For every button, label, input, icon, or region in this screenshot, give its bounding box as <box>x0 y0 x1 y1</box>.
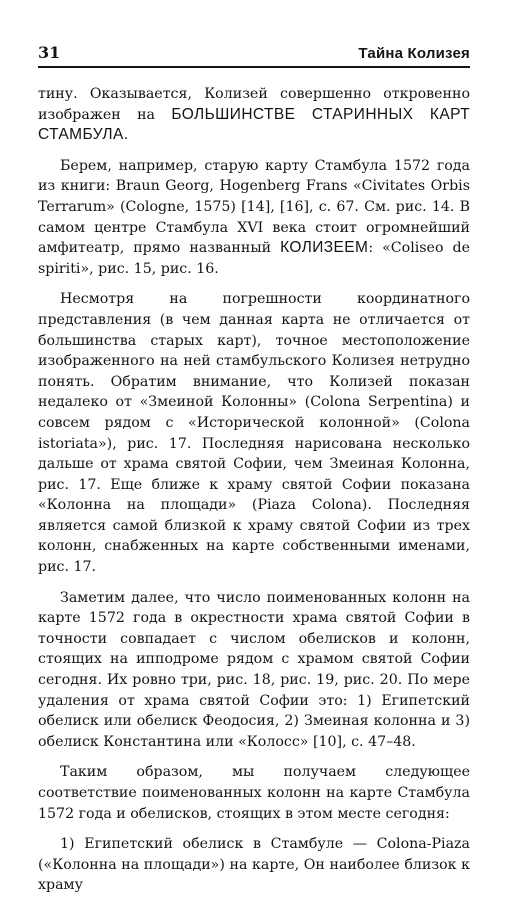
paragraph-text: Берем, например, старую карту Стамбула 1572 года из книги: Braun Georg, Hogenberg Frans «Civitates Orbis Terrarum» (Cologne, 1575) [14], [16], с. 67. См. рис. 14. В самом центре Стамбула XVI века стоит огромнейший амфитеатр, прямо названный <box>38 157 470 257</box>
paragraph-text: . <box>123 127 129 144</box>
running-title: Тайна Колизея <box>358 45 470 62</box>
page-header <box>38 40 470 68</box>
page-body <box>38 84 470 906</box>
emphasis-caps: БОЛЬШИНСТВЕ СТАРИННЫХ КАРТ СТАМБУЛА <box>38 105 470 144</box>
paragraph-text: : «Coliseo de spiriti», рис. 15, рис. 16. <box>38 240 470 277</box>
paragraph-text: Таким образом, мы получаем следующее соответствие поименованных колонн на карте Стамбула 1572 года и обелисков, стоящих в этом месте сегодня: <box>38 764 470 822</box>
paragraph <box>38 84 470 146</box>
page-number: 31 <box>38 43 61 62</box>
paragraph <box>38 289 470 577</box>
paragraph-text: Заметим далее, что число поименованных колонн на карте 1572 года в окрестности храма святой Софии в точности совпадает с числом обелисков и колонн, стоящих на ипподроме рядом с храмом святой Софии сегодня. Их ровно три, рис. 18, рис. 19, рис. 20. По мере удаления от храма святой Софии это: 1) Египетский обелиск или обелиск Феодосия, 2) Змеиная колонна и 3) обелиск Константина или «Колосс» [10], с. 47–48. <box>38 589 470 750</box>
paragraph <box>38 156 470 280</box>
paragraph-text: Несмотря на погрешности координатного представления (в чем данная карта не отличается от большинства старых карт), точное местоположение изображенного на ней стамбульского Колизея нетрудно понять. Обратим внимание, что Колизей показан недалеко от «Змеиной Колонны» (Colona Serpentina) и совсем рядом с «Исторической колонной» (Colona istoriata»), рис. 17. Последняя нарисована несколько дальше от храма святой Софии, чем Змеиная Колонна, рис. 17. Еще ближе к храму святой Софии показана «Колонна на площади» (Piaza Colona). Последняя является самой близкой к храму святой Софии из трех колонн, снабженных на карте собственными именами, рис. 17. <box>38 291 470 576</box>
paragraph <box>38 762 470 824</box>
paragraph-text: 1) Египетский обелиск в Стамбуле — Colona-Piaza («Колонна на площади») на карте, Он наиболее близок к храму <box>38 836 470 894</box>
emphasis-caps: КОЛИЗЕЕМ <box>280 239 369 257</box>
paragraph-text: тину. Оказывается, Колизей совершенно откровенно изображен на <box>38 86 470 123</box>
paragraph <box>38 588 470 753</box>
paragraph <box>38 834 470 896</box>
